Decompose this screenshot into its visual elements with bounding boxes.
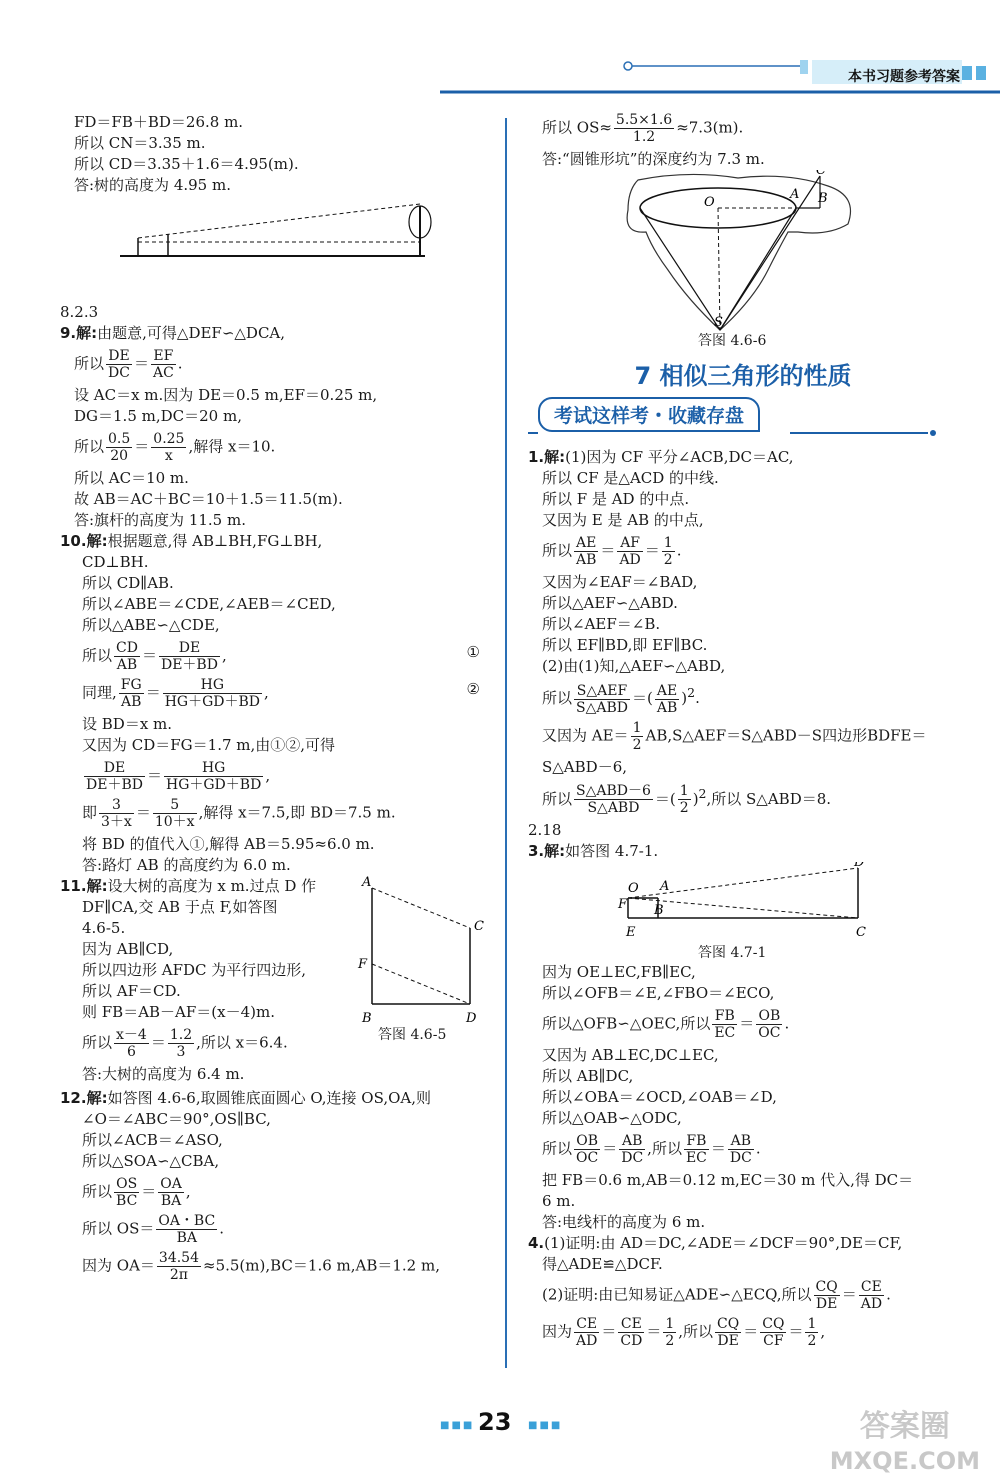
answer-line: 所以 AC＝10 m.: [74, 469, 189, 487]
answer-line: 因为 $\frac{CE}{AD}$ ＝ $\frac{CE}{CD}$ ＝ $\frac{1}{2}$ ,所以 $\frac{CQ}{DE}$ ＝ $\frac{CQ}{CF}$ ＝ $\frac{1}{2}$ ,: [542, 1316, 826, 1349]
fraction: $\frac{OA}{BA}$: [160, 1176, 182, 1209]
figure-4-6-5-diagram: [350, 876, 490, 1026]
answer-text: 所以: [82, 1033, 113, 1052]
answer-text: 所以: [542, 541, 573, 560]
watermark: [830, 1410, 980, 1478]
fraction: $\frac{5}{10+x}$: [154, 797, 195, 830]
figure-label: F: [618, 897, 628, 912]
answer-line: 即 $\frac{3}{3+x}$ ＝ $\frac{5}{10+x}$ ,解得 x＝7.5,即 BD＝7.5 m.: [82, 797, 396, 830]
figure-label: B: [818, 191, 828, 206]
answer-text: ≈5.5(m),BC＝1.6 m,AB＝1.2 m,: [203, 1256, 440, 1275]
answer-text: (2)证明:由已知易证△ADE∽△ECQ,所以: [542, 1285, 812, 1304]
answer-line: 所以 $\frac{OS}{BC}$ ＝ $\frac{OA}{BA}$ ,: [82, 1176, 191, 1209]
figure-label: C: [474, 919, 484, 934]
answer-line: 所以△OFB∽△OEC,所以 $\frac{FB}{EC}$ ＝ $\frac{OB}{OC}$ .: [542, 1008, 790, 1041]
fraction: $\frac{0.25}{x}$: [153, 431, 185, 464]
answer-number: 1.解:: [528, 448, 566, 466]
fraction: $\frac{CE}{CD}$: [620, 1316, 643, 1349]
answer-line: 又因为 E 是 AB 的中点,: [542, 511, 704, 529]
answer-line: 所以 AF＝CD.: [82, 982, 181, 1000]
answer-line: [528, 112, 958, 145]
fraction: $\frac{5.5\times 1.6}{1.2}$: [615, 112, 673, 145]
answer-text: ,解得 x＝7.5,即 BD＝7.5 m.: [198, 803, 396, 822]
answer-line: S△ABD－6,: [542, 757, 628, 776]
answer-8: 8.2.3: [60, 303, 99, 321]
answer-line: 所以 $\frac{DE}{DC}$ ＝ $\frac{EF}{AC}$ .: [74, 348, 183, 381]
fraction: $\frac{CQ}{CF}$: [762, 1316, 785, 1349]
figure-label: B: [362, 1011, 372, 1026]
figure-label: D: [466, 1011, 477, 1026]
header-label: 本书习题参考答案: [848, 69, 960, 85]
right-column: [528, 112, 958, 1353]
answer-line: 所以 $\frac{0.5}{20}$ ＝ $\frac{0.25}{x}$ ,解得 x＝10.: [74, 431, 276, 464]
answer-line: 所以∠OFB＝∠E,∠FBO＝∠ECO,: [542, 984, 775, 1002]
answer-line: 因为 AB∥CD,: [82, 940, 174, 958]
answer-line: 同理, $\frac{FG}{AB}$ ＝ $\frac{HG}{HG+GD+BD}$ , ②: [82, 677, 480, 710]
fraction: $\frac{FG}{AB}$: [120, 677, 142, 710]
left-column: [60, 112, 490, 1287]
answer-line: 所以 $\frac{\text{S△AEF}}{\text{S△ABD}}$ ＝( $\frac{AE}{AB}$ )$^2$.: [542, 682, 700, 716]
fraction: $\frac{AB}{DC}$: [621, 1133, 644, 1166]
answer-line: 所以∠ACB＝∠ASO,: [82, 1131, 223, 1149]
figure-4-6-4: [60, 196, 490, 296]
answer-12-head: [60, 1088, 490, 1109]
fraction: $\frac{0.5}{20}$: [108, 431, 131, 464]
answer-text: ,所以 x＝6.4.: [196, 1033, 288, 1052]
answer-line: 所以 $\frac{\text{S△ABD－6}}{\text{S△ABD}}$ ＝( $\frac{1}{2}$ )$^2$,所以 S△ABD＝8.: [542, 783, 832, 816]
fraction: $\frac{OA・BC}{BA}$: [158, 1213, 216, 1246]
answer-text: 所以 OS≈: [542, 118, 612, 137]
answer-text: 所以: [74, 437, 105, 456]
answer-line: 所以 CD＝3.35＋1.6＝4.95(m).: [74, 155, 299, 173]
answer-text: 所以: [542, 789, 573, 808]
answer-line: 4.6-5.: [82, 919, 126, 937]
answer-line: 所以 AB∥DC,: [542, 1067, 634, 1085]
figure-label: E: [626, 925, 636, 940]
page-number: 23: [478, 1408, 512, 1436]
answer-line: 所以∠AEF＝∠B.: [542, 615, 661, 633]
answer-text: 由题意,可得△DEF∽△DCA,: [97, 324, 286, 342]
answer-9-head: [60, 323, 490, 344]
answer-text: ,所以 S△ABD＝8.: [706, 789, 832, 808]
answer-line: 所以△SOA∽△CBA,: [82, 1152, 220, 1170]
fraction: $\frac{CQ}{DE}$: [717, 1316, 740, 1349]
page-number-dots-left: ■■■: [440, 1420, 475, 1431]
page-number-dots-right: ■■■: [528, 1420, 563, 1431]
fraction: $\frac{FB}{EC}$: [714, 1008, 736, 1041]
fraction: $\frac{EF}{AC}$: [152, 348, 174, 381]
answer-line: 所以∠ABE＝∠CDE,∠AEB＝∠CED,: [82, 595, 336, 613]
answer-4-head: [528, 1233, 958, 1254]
equation-marker: ②: [466, 680, 480, 698]
answer-text: 所以: [82, 1182, 113, 1201]
answer-text: 根据题意,得 AB⊥BH,FG⊥BH,: [107, 532, 323, 550]
answer-line: 则 FB＝AB－AF＝(x－4)m.: [82, 1003, 275, 1021]
answer-text: 因为 OA＝: [82, 1256, 155, 1275]
answer-3-head: [528, 841, 958, 862]
fraction: $\frac{DE}{DC}$: [108, 348, 130, 381]
answer-text: ,所以: [678, 1322, 714, 1341]
answer-line: DG＝1.5 m,DC＝20 m,: [74, 407, 242, 425]
fraction: $\frac{OB}{OC}$: [758, 1008, 781, 1041]
figure-label: A: [660, 879, 670, 894]
answer-number: 11.解:: [60, 877, 108, 895]
answer-text: 即: [82, 803, 98, 822]
answer-number: 12.解:: [60, 1089, 108, 1107]
fraction: $\frac{CD}{AB}$: [116, 640, 138, 673]
answer-line: (2)由(1)知,△AEF∽△ABD,: [542, 657, 726, 675]
watermark-text: MXQE.COM: [829, 1447, 980, 1475]
answer-line: 所以 $\frac{OB}{OC}$ ＝ $\frac{AB}{DC}$ ,所以 $\frac{FB}{EC}$ ＝ $\frac{AB}{DC}$ .: [542, 1133, 761, 1166]
figure-4-6-6-diagram: [528, 170, 958, 332]
answer-line: [60, 1250, 490, 1283]
answer-text: AB,S△AEF＝S△ABD－S四边形BDFE＝: [645, 726, 927, 744]
answer-number: 10.解:: [60, 532, 108, 550]
answer-text: ≈7.3(m).: [676, 118, 744, 137]
answer-line: 所以△AEF∽△ABD.: [542, 594, 678, 612]
answer-line: 所以 EF∥BD,即 EF∥BC.: [542, 636, 708, 654]
answer-text: 同理,: [82, 683, 117, 702]
answer-line: 得△ADE≌△DCF.: [542, 1255, 663, 1273]
fraction: $\frac{AB}{DC}$: [729, 1133, 752, 1166]
fraction: $\frac{AF}{AD}$: [619, 535, 641, 568]
answer-line: 设 BD＝x m.: [82, 715, 173, 733]
answer-line: 又因为 AB⊥EC,DC⊥EC,: [542, 1046, 719, 1064]
answer-line: CD⊥BH.: [82, 553, 149, 571]
answer-text: 所以: [542, 689, 573, 707]
answer-text: 所以: [82, 646, 113, 665]
answer-line: ∠O＝∠ABC＝90°,OS∥BC,: [82, 1110, 271, 1128]
answer-text: 所以: [74, 354, 105, 373]
answer-line: DF∥CA,交 AB 于点 F,如答图: [82, 898, 278, 916]
figure-4-6-4-diagram: [60, 196, 490, 278]
fraction: $\frac{CE}{AD}$: [576, 1316, 598, 1349]
answer-text: 因为: [542, 1322, 573, 1341]
answer-text: 所以: [542, 1139, 573, 1158]
figure-label: A: [790, 187, 800, 202]
figure-label: F: [358, 957, 368, 972]
answer-line: (2)证明:由已知易证△ADE∽△ECQ,所以 $\frac{CQ}{DE}$ ＝ $\frac{CE}{AD}$ .: [542, 1279, 891, 1312]
fraction: $\frac{HG}{HG+GD+BD}$: [165, 760, 262, 793]
answer-text: (1)因为 CF 平分∠ACB,DC＝AC,: [565, 448, 794, 466]
answer-line: 答:旗杆的高度为 11.5 m.: [74, 511, 246, 529]
figure-4-6-6: [528, 170, 958, 350]
answer-line: 所以 $\frac{x-4}{6}$ ＝ $\frac{1.2}{3}$ ,所以 x＝6.4.: [82, 1027, 288, 1060]
answer-text: ,所以: [647, 1139, 682, 1158]
answer-line: FD＝FB＋BD＝26.8 m.: [74, 113, 244, 131]
answer-line: 所以△ABE∽△CDE,: [82, 616, 220, 634]
answer-line: 所以 CN＝3.35 m.: [74, 134, 206, 152]
answer-number: 4.: [528, 1234, 545, 1252]
answer-text: ,解得 x＝10.: [188, 437, 276, 456]
answer-line: 答:路灯 AB 的高度约为 6.0 m.: [82, 856, 291, 874]
answer-line: 答:树的高度为 4.95 m.: [74, 176, 231, 194]
answer-2: 2.18: [528, 821, 562, 839]
page-header: [0, 0, 1000, 100]
figure-caption: 答图 4.6-5: [378, 1027, 447, 1043]
fraction: $\frac{1}{2}$: [663, 535, 673, 568]
watermark-text: 答案圈: [859, 1409, 950, 1444]
figure-label: C: [816, 170, 826, 178]
fraction: $\frac{1}{2}$: [632, 719, 642, 753]
fraction: $\frac{1}{2}$: [679, 783, 689, 816]
figure-label: O: [628, 881, 639, 896]
figure-label: B: [654, 903, 664, 918]
answer-line: 所以 CF 是△ACD 的中线.: [542, 469, 719, 487]
fraction: $\frac{AE}{AB}$: [656, 682, 678, 716]
answer-text: 如答图 4.6-6,取圆锥底面圆心 O,连接 OS,OA,则: [107, 1089, 432, 1107]
answer-line: 把 FB＝0.6 m,AB＝0.12 m,EC＝30 m 代入,得 DC＝: [542, 1171, 914, 1189]
answer-line: 设 AC＝x m.因为 DE＝0.5 m,EF＝0.25 m,: [74, 386, 378, 404]
answer-line: 因为 OE⊥EC,FB∥EC,: [542, 963, 696, 981]
answer-line: 所以 $\frac{AE}{AB}$ ＝ $\frac{AF}{AD}$ ＝ $\frac{1}{2}$ .: [542, 535, 682, 568]
answer-line: 所以 CD∥AB.: [82, 574, 174, 592]
answer-11-block: [60, 876, 490, 1088]
answer-1-head: [528, 447, 958, 468]
fraction: $\frac{HG}{HG+GD+BD}$: [164, 677, 261, 710]
equation-marker: ①: [466, 643, 480, 661]
figure-4-7-1-diagram: [528, 862, 958, 944]
fraction: $\frac{\text{S△AEF}}{\text{S△ABD}}$: [576, 682, 628, 716]
answer-line: 所以四边形 AFDC 为平行四边形,: [82, 961, 307, 979]
fraction: $\frac{34.54}{2\pi}$: [158, 1250, 199, 1283]
fraction: $\frac{DE}{DE+BD}$: [160, 640, 218, 673]
figure-caption: 答图 4.6-6: [698, 333, 767, 349]
section-title: 7 相似三角形的性质: [634, 362, 852, 390]
fraction: $\frac{\text{S△ABD－6}}{\text{S△ABD}}$: [576, 783, 651, 816]
answer-number: 9.解:: [60, 324, 98, 342]
answer-line: 又因为∠EAF＝∠BAD,: [542, 573, 698, 591]
banner-title: 考试这样考・收藏存盘: [538, 397, 760, 432]
answer-10-head: [60, 531, 490, 552]
answer-text: (1)证明:由 AD＝DC,∠ADE＝∠DCF＝90°,DE＝CF,: [544, 1234, 903, 1252]
answer-text: 如答图 4.7-1.: [565, 842, 659, 860]
figure-label: O: [704, 195, 715, 210]
figure-caption: 答图 4.7-1: [698, 945, 767, 961]
answer-text: 所以△OFB∽△OEC,所以: [542, 1014, 711, 1033]
answer-line: 所以∠OBA＝∠OCD,∠OAB＝∠D,: [542, 1088, 777, 1106]
answer-line: 6 m.: [542, 1192, 576, 1210]
figure-label: D: [854, 862, 865, 870]
answer-line: 所以 OS＝ $\frac{OA・BC}{BA}$ .: [82, 1213, 224, 1246]
answer-number: 3.解:: [528, 842, 566, 860]
answer-text: 所以 OS＝: [82, 1219, 155, 1238]
answer-text: 设大树的高度为 x m.过点 D 作: [107, 877, 317, 895]
fraction: $\frac{1}{2}$: [807, 1316, 817, 1349]
fraction: $\frac{3}{3+x}$: [101, 797, 132, 830]
section-banner: [528, 395, 958, 439]
column-divider: [505, 118, 507, 1368]
answer-line: 所以 $\frac{CD}{AB}$ ＝ $\frac{DE}{DE+BD}$ , ①: [82, 640, 480, 673]
fraction: $\frac{OB}{OC}$: [576, 1133, 599, 1166]
figure-label: S: [714, 315, 723, 330]
answer-line: 所以 F 是 AD 的中点.: [542, 490, 690, 508]
figure-label: C: [856, 925, 866, 940]
fraction: $\frac{1.2}{3}$: [169, 1027, 193, 1060]
fraction: $\frac{OS}{BC}$: [116, 1176, 138, 1209]
fraction: $\frac{DE}{DE+BD}$: [86, 760, 143, 793]
fraction: $\frac{CQ}{DE}$: [815, 1279, 838, 1312]
figure-4-7-1: [528, 862, 958, 962]
fraction: $\frac{FB}{EC}$: [685, 1133, 707, 1166]
answer-text: 又因为 AE＝: [542, 726, 629, 744]
fraction: $\frac{1}{2}$: [665, 1316, 675, 1349]
fraction: $\frac{CE}{AD}$: [860, 1279, 883, 1312]
answer-line: 又因为 CD＝FG＝1.7 m,由①②,可得: [82, 736, 336, 754]
fraction: $\frac{AE}{AB}$: [576, 535, 597, 568]
answer-line: 答:“圆锥形坑”的深度约为 7.3 m.: [542, 150, 765, 168]
answer-line: [528, 720, 958, 753]
fraction: $\frac{x-4}{6}$: [116, 1027, 147, 1060]
answer-line: $\frac{DE}{DE+BD}$ ＝ $\frac{HG}{HG+GD+BD}$ ,: [86, 760, 271, 793]
answer-line: 故 AB＝AC＋BC＝10＋1.5＝11.5(m).: [74, 490, 343, 508]
figure-label: A: [362, 876, 372, 890]
answer-line: 答:大树的高度为 6.4 m.: [82, 1065, 245, 1083]
answer-line: 所以△OAB∽△ODC,: [542, 1109, 682, 1127]
answer-line: 将 BD 的值代入①,解得 AB＝5.95≈6.0 m.: [82, 835, 375, 853]
answer-line: 答:电线杆的高度为 6 m.: [542, 1213, 706, 1231]
